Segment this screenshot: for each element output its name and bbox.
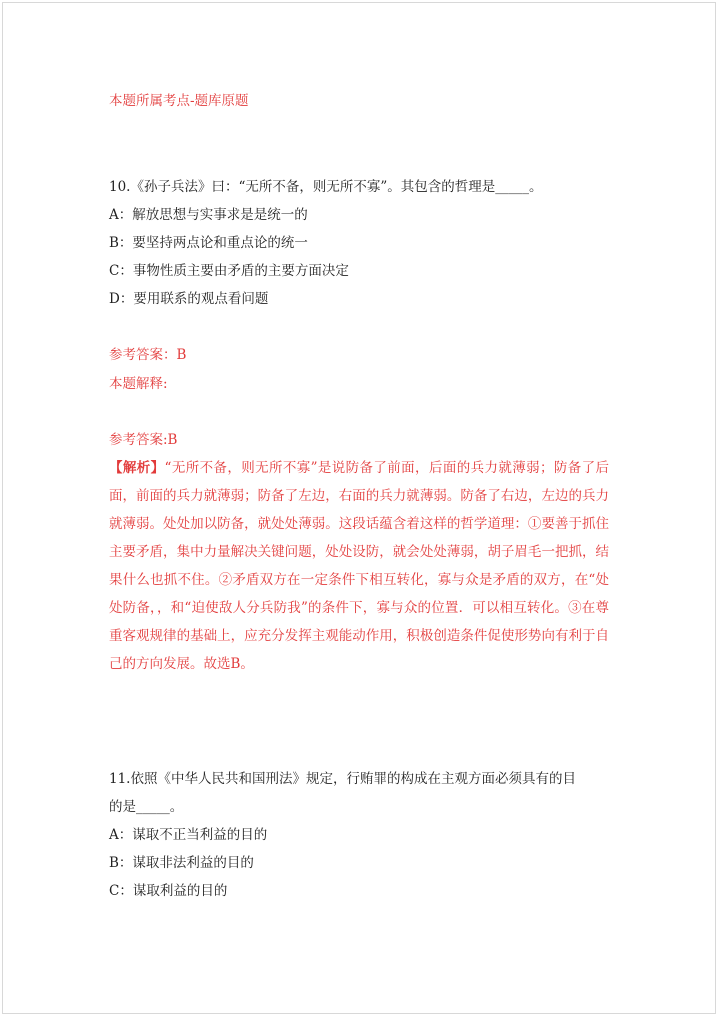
q10-answer: 参考答案：B [109,347,187,363]
q10-analysis [109,454,609,678]
question-11-line1: 11.依照《中华人民共和国刑法》规定，行贿罪的构成在主观方面必须具有的目 [109,771,576,787]
q10-option-c: C：事物性质主要由矛盾的主要方面决定 [109,263,349,279]
source-note: 本题所属考点-题库原题 [109,93,249,109]
analysis-text: “无所不备，则无所不寡”是说防备了前面，后面的兵力就薄弱；防备了后面，前面的兵力就薄弱；防备了左边，右面的兵力就薄弱。防备了右边，左边的兵力就薄弱。处处加以防备，就处处薄弱。这段话蕴含着这样的哲学道理：①要善于抓住主要矛盾，集中力量解决关键问题，处处设防，就会处处薄弱，胡子眉毛一把抓，结果什么也抓不住。②矛盾双方在一定条件下相互转化，寡与众是矛盾的双方，在“处处防备，，和“迫使敌人分兵防我”的条件下，寡与众的位置．可以相互转化。③在尊重客观规律的基础上，应充分发挥主观能动作用，积极创造条件促使形势向有利于自己的方向发展。故选B。 [109,460,610,672]
q11-option-a: A：谋取不正当利益的目的 [109,827,268,843]
question-11-line2: 的是_____。 [109,799,184,815]
q10-option-b: B：要坚持两点论和重点论的统一 [109,235,308,251]
analysis-tag: 【解析】 [109,460,165,476]
question-10-text: 10.《孙子兵法》曰：“无所不备，则无所不寡”。其包含的哲理是_____。 [109,179,543,195]
q10-answer-repeat: 参考答案:B [109,432,178,448]
q10-explain-label: 本题解释: [109,376,168,392]
q11-option-b: B：谋取非法利益的目的 [109,855,254,871]
q10-option-a: A：解放思想与实事求是是统一的 [109,207,308,223]
q10-option-d: D：要用联系的观点看问题 [109,291,269,307]
q11-option-c: C：谋取利益的目的 [109,883,228,899]
